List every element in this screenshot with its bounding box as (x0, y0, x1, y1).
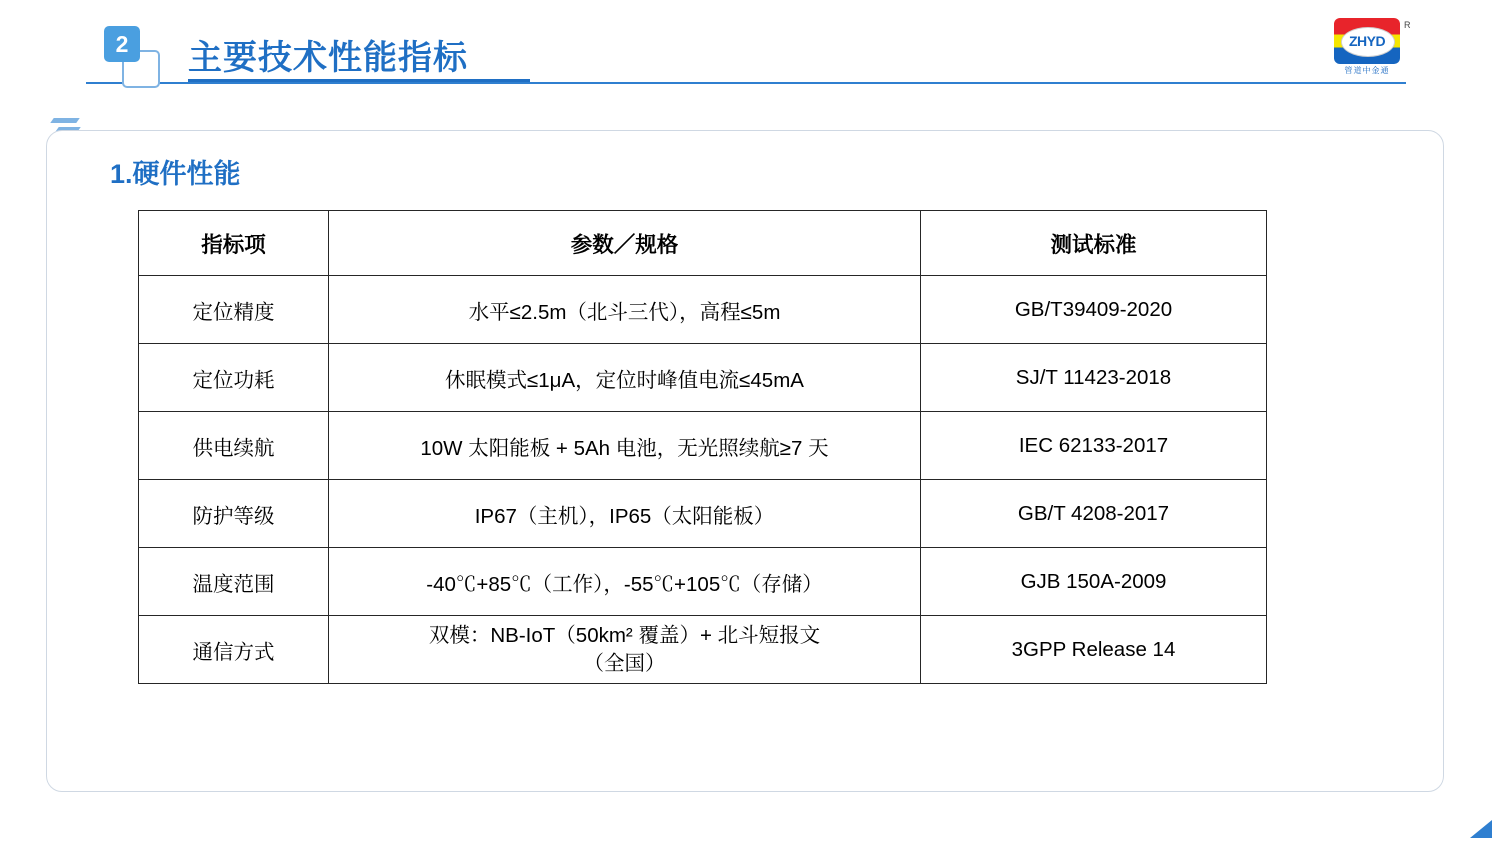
cell-standard: SJ/T 11423-2018 (921, 344, 1267, 412)
header-divider (86, 82, 1406, 84)
cell-spec: IP67（主机），IP65（太阳能板） (329, 480, 921, 548)
hardware-spec-table (138, 210, 1267, 684)
logo-subtitle: 管道中金通 (1344, 66, 1390, 75)
cell-standard: 3GPP Release 14 (921, 616, 1267, 684)
table-row (139, 276, 1267, 344)
cell-spec: -40℃+85℃（工作），-55℃+105℃（存储） (329, 548, 921, 616)
cell-item: 定位功耗 (139, 344, 329, 412)
cell-standard: GB/T39409-2020 (921, 276, 1267, 344)
cell-item: 通信方式 (139, 616, 329, 684)
cell-standard: GJB 150A-2009 (921, 548, 1267, 616)
slide-header (0, 0, 1500, 100)
column-header-spec: 参数／规格 (329, 211, 921, 276)
logo-badge-icon (1334, 18, 1400, 64)
cell-spec-line1: 双模：NB-IoT（50km² 覆盖）+ 北斗短报文 (428, 624, 821, 647)
table-row (139, 412, 1267, 480)
company-logo (1334, 18, 1416, 80)
section-heading: 1.硬件性能 (110, 159, 241, 189)
column-header-item: 指标项 (139, 211, 329, 276)
table-row (139, 344, 1267, 412)
cell-spec: 水平≤2.5m（北斗三代），高程≤5m (329, 276, 921, 344)
table-row (139, 480, 1267, 548)
cell-spec: 10W 太阳能板 + 5Ah 电池，无光照续航≥7 天 (329, 412, 921, 480)
table-header-row (139, 211, 1267, 276)
cell-item: 温度范围 (139, 548, 329, 616)
logo-mark-text: ZHYD (1348, 33, 1386, 49)
trademark-icon: R (1404, 20, 1411, 30)
corner-triangle-decoration (1470, 820, 1492, 838)
cell-spec: 休眠模式≤1μA，定位时峰值电流≤45mA (329, 344, 921, 412)
cell-standard: GB/T 4208-2017 (921, 480, 1267, 548)
cell-standard: IEC 62133-2017 (921, 412, 1267, 480)
cell-spec (329, 616, 921, 684)
column-header-standard: 测试标准 (921, 211, 1267, 276)
table-row (139, 548, 1267, 616)
cell-item: 防护等级 (139, 480, 329, 548)
cell-item: 定位精度 (139, 276, 329, 344)
cell-spec-line2: （全国） (583, 651, 666, 675)
section-number-badge: 2 (104, 26, 140, 62)
title-underline (188, 79, 530, 82)
table-row (139, 616, 1267, 684)
page-title: 主要技术性能指标 (188, 39, 468, 77)
cell-item: 供电续航 (139, 412, 329, 480)
